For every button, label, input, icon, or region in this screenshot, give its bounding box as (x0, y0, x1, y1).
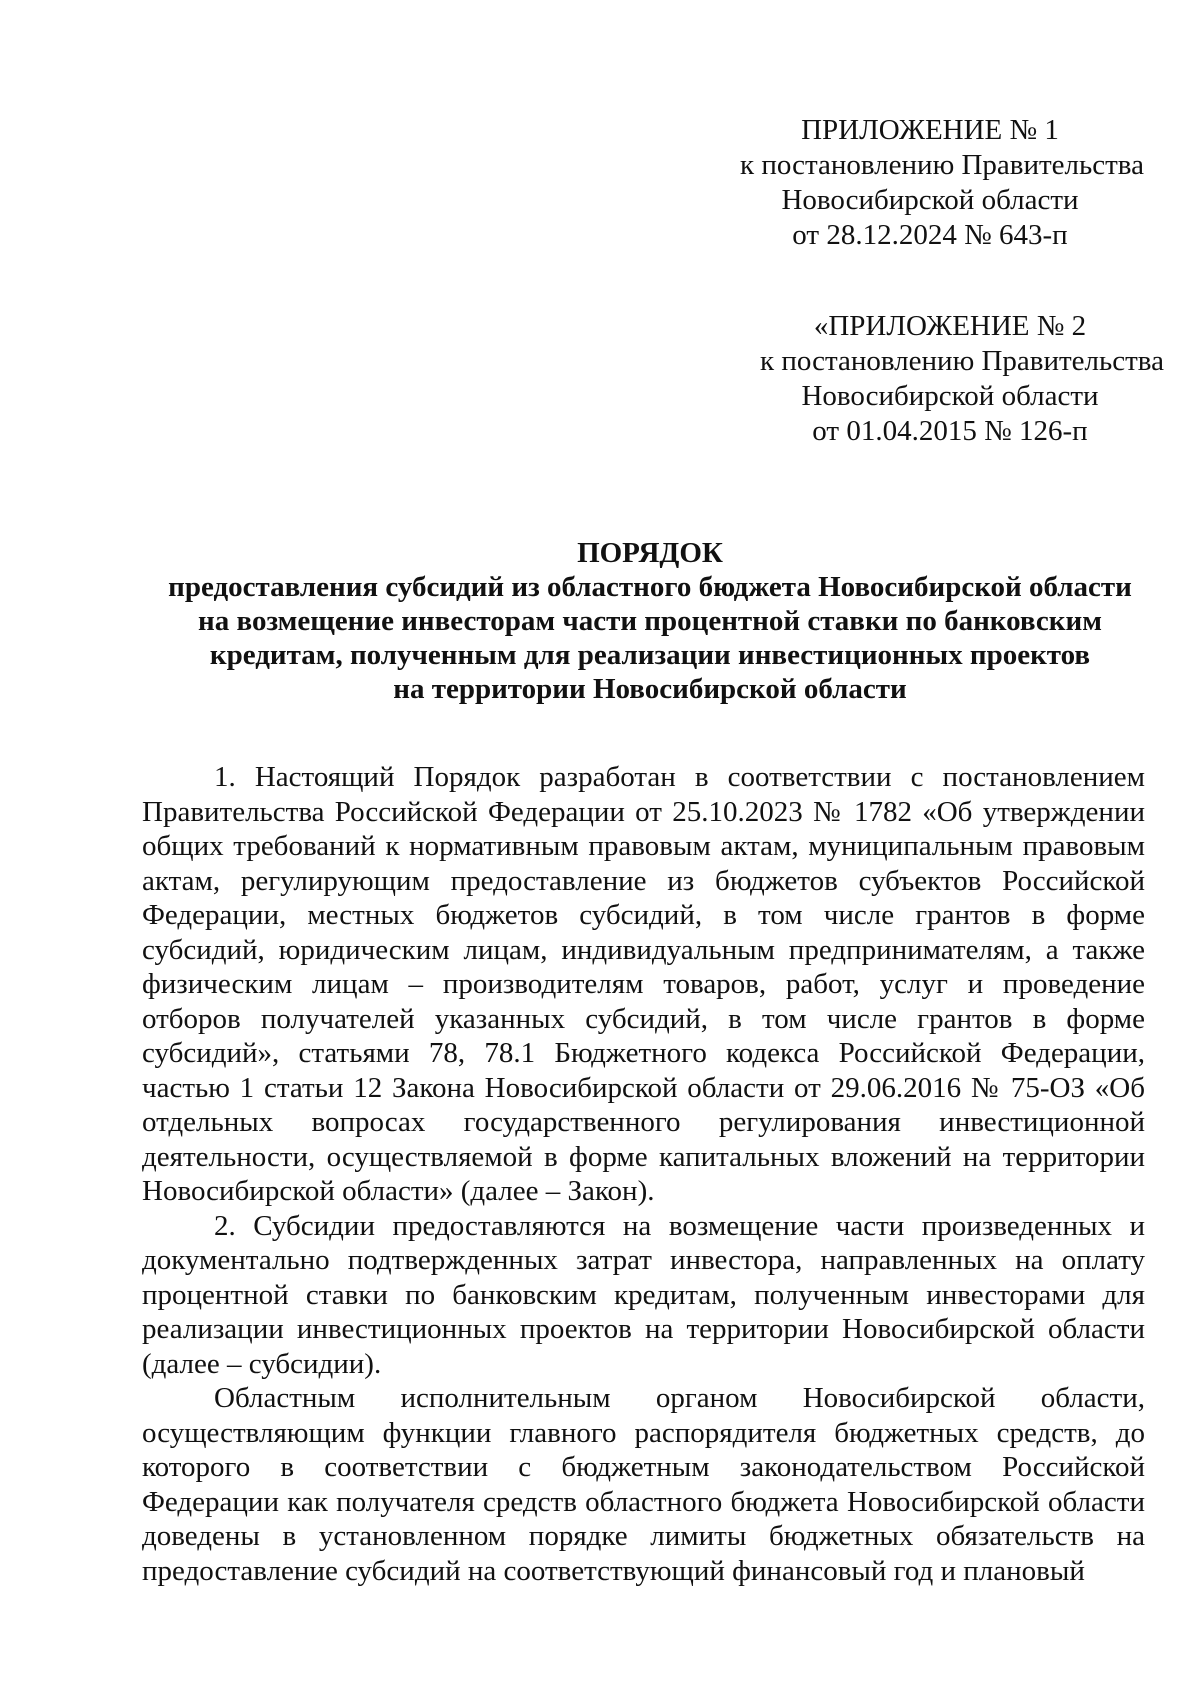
appendix-1-header (740, 113, 1144, 253)
appendix-2-date-number: от 01.04.2015 № 126-п (812, 415, 1088, 447)
appendix-1-reference: к постановлению Правительства (740, 149, 1144, 181)
document-subtitle-line: на возмещение инвесторам части процентной ставки по банковским (198, 605, 1102, 637)
paragraph-2: 2. Субсидии предоставляются на возмещение части произведенных и документально подтвержденных затрат инвестора, направленных на оплату процентной ставки по банковским кредитам, полученным инвесторами для реализации инвестиционных проектов на территории Новосибирской области (далее – субсидии). (142, 1209, 1145, 1380)
paragraph-1: 1. Настоящий Порядок разработан в соответствии с постановлением Правительства Российской Федерации от 25.10.2023 № 1782 «Об утверждении общих требований к нормативным правовым актам, муниципальным правовым актам, регулирующим предоставление из бюджетов субъектов Российской Федерации, местных бюджетов субсидий, в том числе грантов в форме субсидий, юридическим лицам, индивидуальным предпринимателям, а также физическим лицам – производителям товаров, работ, услуг и проведение отборов получателей указанных субсидий, в том числе грантов в форме субсидий», статьями 78, 78.1 Бюджетного кодекса Российской Федерации, частью 1 статьи 12 Закона Новосибирской области от 29.06.2016 № 75-ОЗ «Об отдельных вопросах государственного регулирования инвестиционной деятельности, осуществляемой в форме капитальных вложений на территории Новосибирской области» (далее – Закон). (142, 761, 1145, 1207)
appendix-2-region: Новосибирской области (801, 380, 1099, 412)
appendix-1-title: ПРИЛОЖЕНИЕ № 1 (801, 114, 1059, 146)
document-body (142, 760, 1145, 1588)
paragraph-3: Областным исполнительным органом Новосибирской области, осуществляющим функции главного распорядителя бюджетных средств, до которого в соответствии с бюджетным законодательством Российской Федерации как получателя средств областного бюджета Новосибирской области доведены в установленном порядке лимиты бюджетных обязательств на предоставление субсидий на соответствующий финансовый год и плановый (142, 1382, 1145, 1587)
document-subtitle-line: кредитам, полученным для реализации инвестиционных проектов (209, 639, 1091, 671)
appendix-1-region: Новосибирской области (781, 184, 1079, 216)
document-heading: ПОРЯДОК (577, 537, 723, 569)
document-title-block (150, 536, 1150, 706)
appendix-2-title: «ПРИЛОЖЕНИЕ № 2 (813, 310, 1087, 342)
document-subtitle-line: на территории Новосибирской области (393, 673, 907, 705)
appendix-2-header (760, 309, 1164, 449)
document-subtitle-line: предоставления субсидий из областного бюджета Новосибирской области (168, 571, 1132, 603)
appendix-2-reference: к постановлению Правительства (760, 345, 1164, 377)
appendix-1-date-number: от 28.12.2024 № 643-п (792, 219, 1068, 251)
